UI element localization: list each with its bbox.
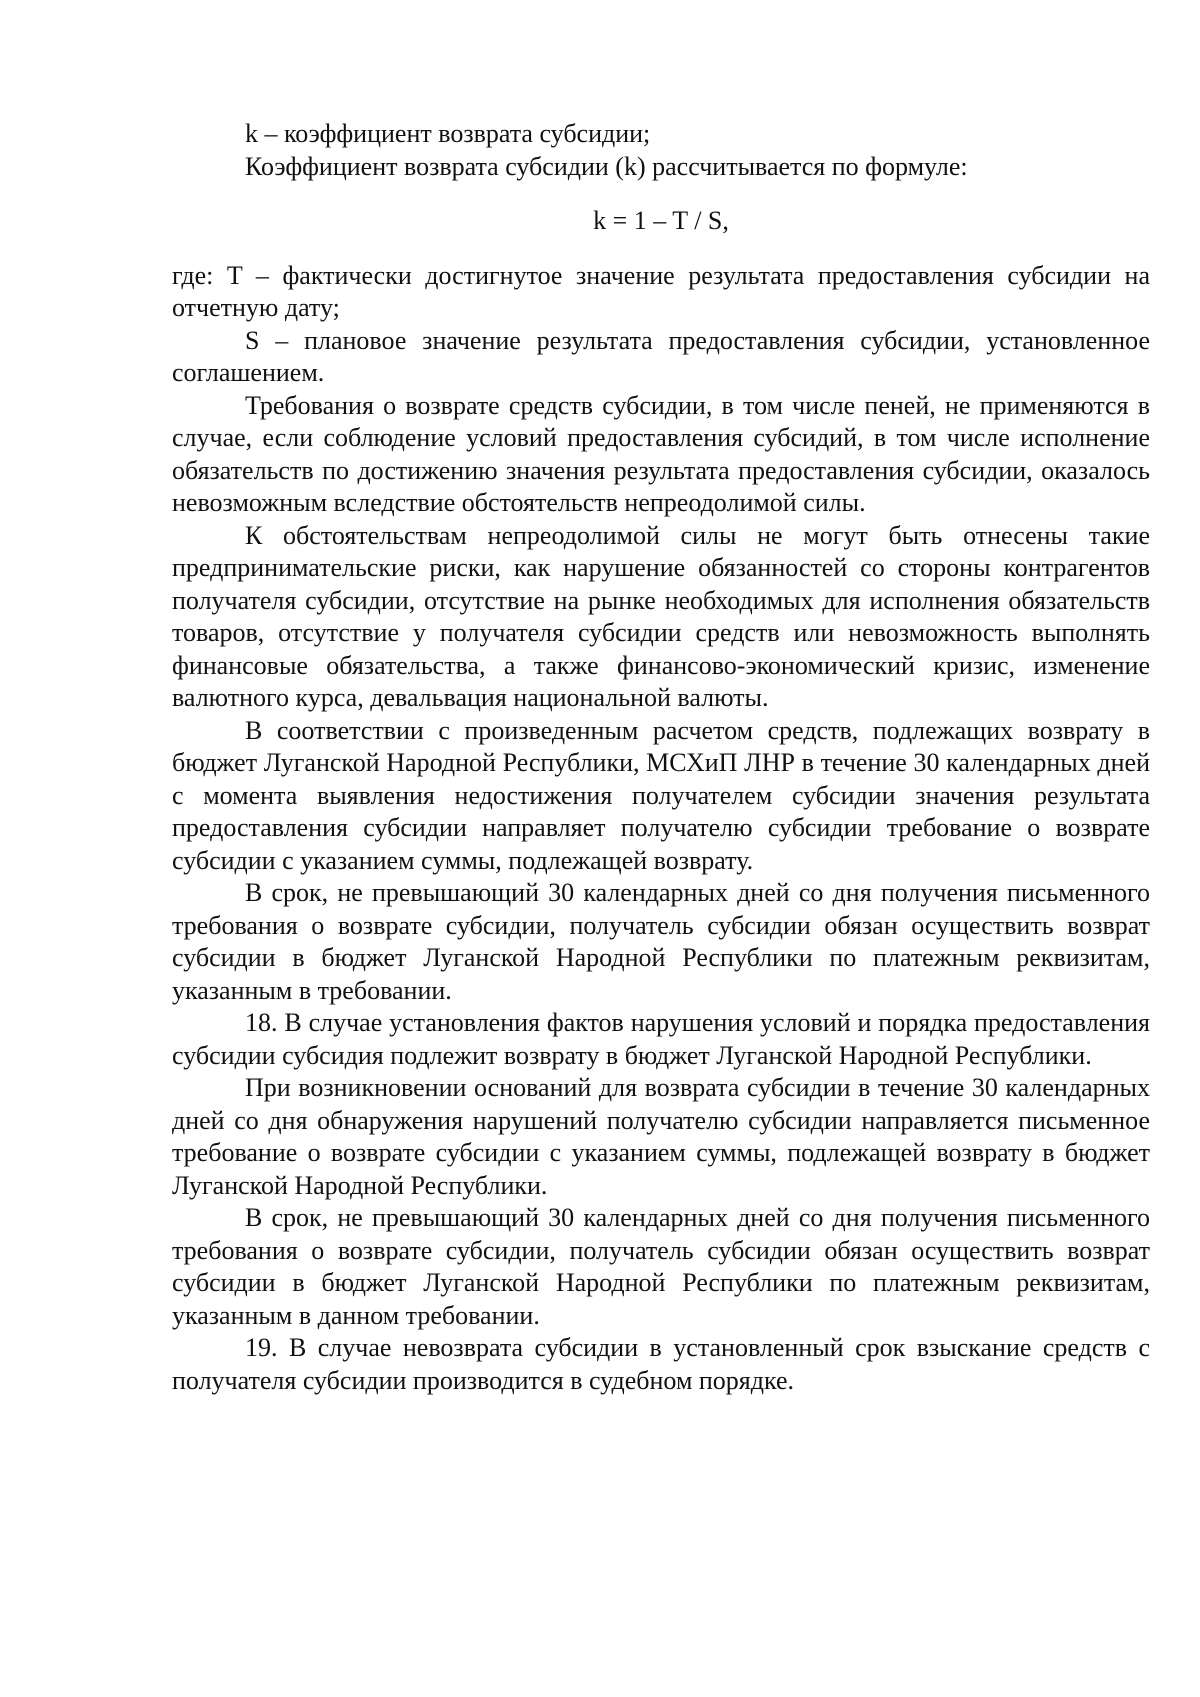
definition-s: S – плановое значение результата предоставления субсидии, установленное соглашением. [172,325,1150,387]
item-19: 19. В случае невозврата субсидии в установленный срок взыскание средств с получателя субсидии производится в судебном порядке. [172,1333,1150,1395]
document-body [172,118,1150,1397]
paragraph-calculation: В соответствии с произведенным расчетом средств, подлежащих возврату в бюджет Луганской Народной Республики, МСХиП ЛНР в течение 30 календарных дней с момента выявления недостижения получателем субсидии значения результата предоставления субсидии направляет получателю субсидии требование о возврате субсидии с указанием суммы, подлежащей возврату. [172,715,1150,875]
paragraph-grounds: При возникновении оснований для возврата субсидии в течение 30 календарных дней со дня обнаружения нарушений получателю субсидии направляется письменное требование о возврате субсидии с указанием суммы, подлежащей возврату в бюджет Луганской Народной Республики. [172,1073,1150,1200]
paragraph-business-risks: К обстоятельствам непреодолимой силы не могут быть отнесены такие предпринимательские риски, как нарушение обязанностей со стороны контрагентов получателя субсидии, отсутствие на рынке необходимых для исполнения обязательств товаров, отсутствие у получателя субсидии средств или невозможность выполнять финансовые обязательства, а также финансово-экономический кризис, изменение валютного курса, девальвация национальной валюты. [172,520,1150,712]
formula-intro: Коэффициент возврата субсидии (k) рассчитывается по формуле: [245,151,968,181]
formula: k = 1 – T / S, [593,206,729,235]
definition-k: k – коэффициент возврата субсидии; [245,119,651,148]
item-18: 18. В случае установления фактов нарушения условий и порядка предоставления субсидии субсидия подлежит возврату в бюджет Луганской Народной Республики. [172,1008,1150,1070]
definition-t: где: T – фактически достигнутое значение результата предоставления субсидии на отчетную дату; [172,260,1150,322]
paragraph-deadline-2: В срок, не превышающий 30 календарных дней со дня получения письменного требования о возврате субсидии, получатель субсидии обязан осуществить возврат субсидии в бюджет Луганской Народной Республики по платежным реквизитам, указанным в данном требовании. [172,1203,1150,1330]
paragraph-deadline-1: В срок, не превышающий 30 календарных дней со дня получения письменного требования о возврате субсидии, получатель субсидии обязан осуществить возврат субсидии в бюджет Луганской Народной Республики по платежным реквизитам, указанным в требовании. [172,878,1150,1005]
paragraph-force-majeure: Требования о возврате средств субсидии, в том числе пеней, не применяются в случае, если соблюдение условий предоставления субсидий, в том числе исполнение обязательств по достижению значения результата предоставления субсидии, оказалось невозможным вследствие обстоятельств непреодолимой силы. [172,390,1150,517]
